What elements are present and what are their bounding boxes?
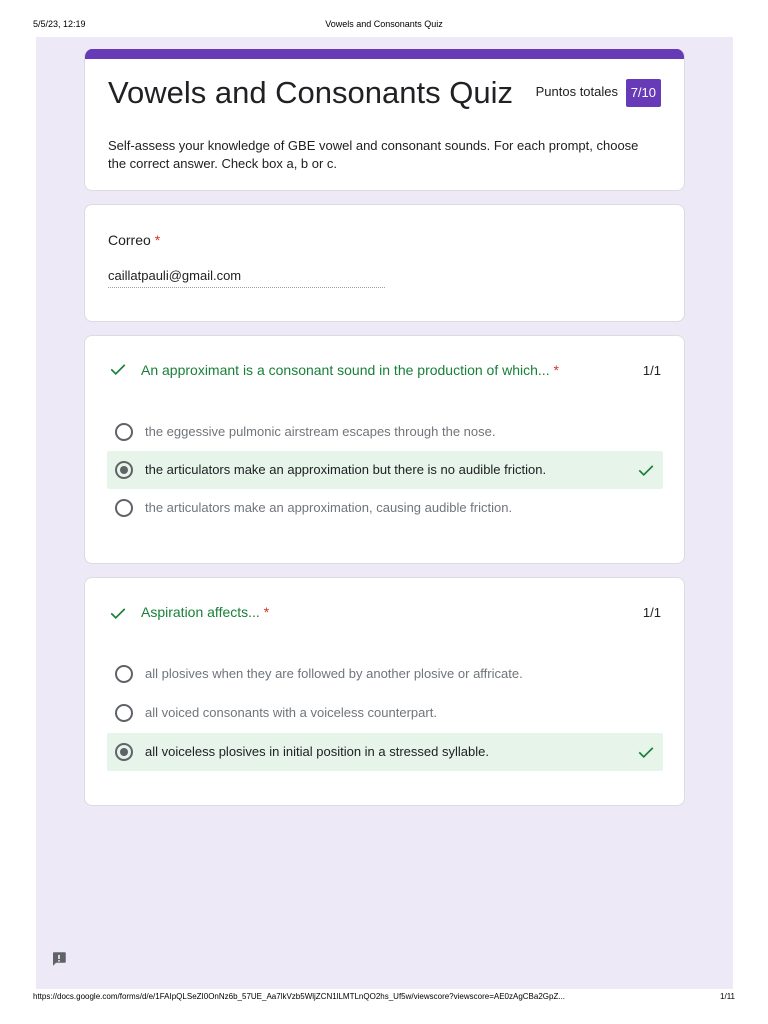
print-doc-title: Vowels and Consonants Quiz: [325, 19, 443, 29]
form-canvas: [36, 37, 733, 989]
question-card-1: [84, 335, 685, 564]
radio-button[interactable]: [115, 665, 133, 683]
radio-button[interactable]: [115, 499, 133, 517]
check-icon: [637, 743, 655, 761]
radio-button-selected[interactable]: [115, 461, 133, 479]
question-title-text: An approximant is a consonant sound in the production of which...: [141, 362, 550, 378]
question-title: [141, 362, 559, 378]
question-title-text: Aspiration affects...: [141, 604, 260, 620]
print-url: https://docs.google.com/forms/d/e/1FAIpQLSeZI0OnNz6b_57UE_Aa7lkVzb5WljZCN1lLMTLnQO2hs_Uf5w/viewscore?viewscore=AE0zAgCBa2GpZ...: [33, 992, 566, 1001]
option-radio[interactable]: [107, 694, 663, 732]
print-header: [0, 0, 768, 36]
option-radio-correct[interactable]: [107, 733, 663, 771]
title-card: [84, 49, 685, 191]
form-description: Self-assess your knowledge of GBE vowel and consonant sounds. For each prompt, choose the correct answer. Check box a, b or c.: [108, 138, 639, 171]
option-label: the articulators make an approximation, causing audible friction.: [145, 500, 513, 515]
required-asterisk: *: [263, 604, 270, 620]
required-asterisk: *: [553, 362, 559, 378]
email-label: [108, 232, 160, 248]
email-card: [84, 204, 685, 322]
form-title: Vowels and Consonants Quiz: [108, 75, 513, 110]
email-label-text: Correo: [108, 232, 151, 248]
option-radio[interactable]: [107, 413, 663, 451]
check-icon: [637, 461, 655, 479]
feedback-icon[interactable]: [50, 950, 68, 968]
option-radio-correct[interactable]: [107, 451, 663, 489]
title-accent-bar: [85, 49, 684, 59]
option-label: the articulators make an approximation but there is no audible friction.: [145, 462, 547, 477]
option-radio[interactable]: [107, 489, 663, 527]
option-label: the eggessive pulmonic airstream escapes through the nose.: [145, 424, 496, 439]
check-icon: [109, 360, 127, 378]
question-points: 1/1: [642, 605, 661, 620]
option-label: all plosives when they are followed by another plosive or affricate.: [145, 666, 523, 681]
required-asterisk: *: [154, 232, 161, 248]
print-page-number: 1/11: [720, 992, 735, 1001]
radio-button[interactable]: [115, 704, 133, 722]
score-badge: 7/10: [626, 79, 661, 107]
radio-button-selected[interactable]: [115, 743, 133, 761]
check-icon: [109, 604, 127, 622]
question-title: [141, 604, 269, 620]
option-radio[interactable]: [107, 655, 663, 693]
question-card-2: [84, 577, 685, 806]
email-field: caillatpauli@gmail.com: [108, 268, 385, 288]
question-points: 1/1: [642, 363, 661, 378]
print-datetime: 5/5/23, 12:19: [33, 19, 86, 29]
option-label: all voiced consonants with a voiceless counterpart.: [145, 705, 437, 720]
option-label: all voiceless plosives in initial position in a stressed syllable.: [145, 744, 489, 759]
score-label: Puntos totales: [535, 84, 618, 99]
radio-button[interactable]: [115, 423, 133, 441]
